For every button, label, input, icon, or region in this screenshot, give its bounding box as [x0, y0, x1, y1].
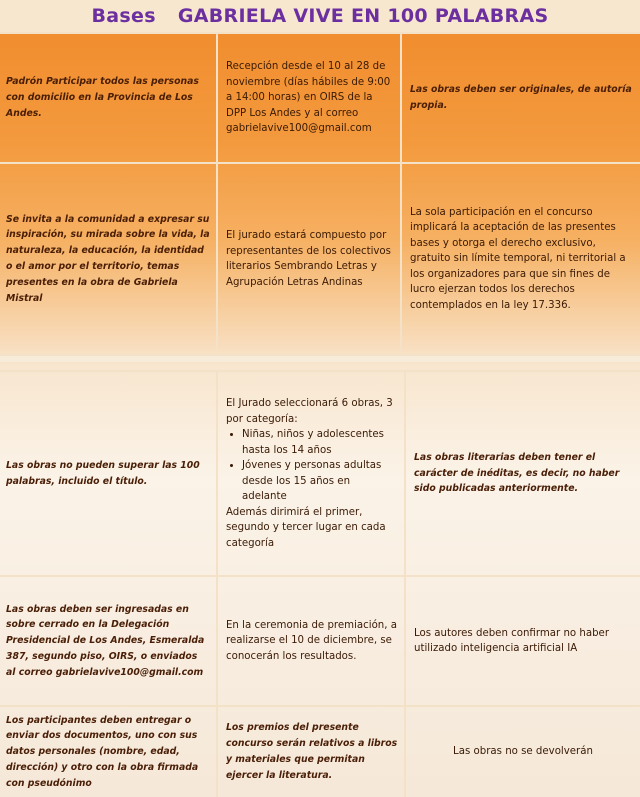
table-cell: Las obras deben ser ingresadas en sobre cerrado en la Delegación Presidencial de Los Andes, Esmeralda 387, segundo piso, OIRS, o enviados al correo gabrielavive100@gmail.com	[6, 603, 205, 678]
list-item: • Niñas, niños y adolescentes hasta los 14 años	[242, 427, 398, 458]
table-cell: Las obras deben ser originales, de autoría propia.	[410, 84, 632, 111]
jury-intro: El Jurado seleccionará 6 obras, 3 por categoría:	[226, 398, 393, 425]
jury-outro: Además dirimirá el primer, segundo y tercer lugar en cada categoría	[226, 506, 386, 549]
header-bases-label: Bases	[91, 5, 156, 27]
list-item: • Jóvenes y personas adultas desde los 15 años en adelante	[242, 458, 398, 505]
category-list	[226, 427, 398, 505]
table-cell: Recepción desde el 10 al 28 de noviembre (días hábiles de 9:00 a 14:00 horas) en OIRS de la DPP Los Andes y al correo gabrielavive100@gmail.com	[226, 61, 391, 135]
jury-selection-block	[226, 396, 398, 551]
table-cell: En la ceremonia de premiación, a realizarse el 10 de diciembre, se conocerán los resultados.	[226, 619, 397, 662]
table-cell: Los participantes deben entregar o enviar dos documentos, uno con sus datos personales (nombre, edad, dirección) y otro con la obra firmada con pseudónimo	[6, 714, 199, 789]
table-cell: Las obras no pueden superar las 100 palabras, incluido el título.	[6, 459, 200, 487]
table-cell: Los autores deben confirmar no haber utilizado inteligencia artificial IA	[414, 627, 610, 654]
page-header	[0, 0, 640, 32]
header-title: GABRIELA VIVE EN 100 PALABRAS	[177, 5, 549, 27]
table-cell: Las obras no se devolverán	[453, 746, 593, 758]
table-cell: El jurado estará compuesto por representantes de los colectivos literarios Sembrando Letras y Agrupación Letras Andinas	[226, 230, 391, 288]
table-cell	[218, 372, 404, 575]
table-cell: Las obras literarias deben tener el carácter de inéditas, es decir, no haber sido publicadas anteriormente.	[414, 451, 620, 495]
table-cell: Padrón Participar todos las personas con domicilio en la Provincia de Los Andes.	[6, 76, 199, 119]
table-cell: Los premios del presente concurso serán relativos a libros y materiales que permitan ejercer la literatura.	[226, 722, 398, 781]
table-cell: Se invita a la comunidad a expresar su inspiración, su mirada sobre la vida, la naturaleza, la educación, la identidad o el amor por el territorio, temas presentes en la obra de Gabriela Mistral	[6, 213, 210, 304]
table-cell: La sola participación en el concurso implicará la aceptación de las presentes bases y otorga el derecho exclusivo, gratuito sin límite temporal, ni territorial a los organizadores para que sin fines de lucro ejerzan todos los derechos contemplados en la ley 17.336.	[410, 206, 626, 311]
